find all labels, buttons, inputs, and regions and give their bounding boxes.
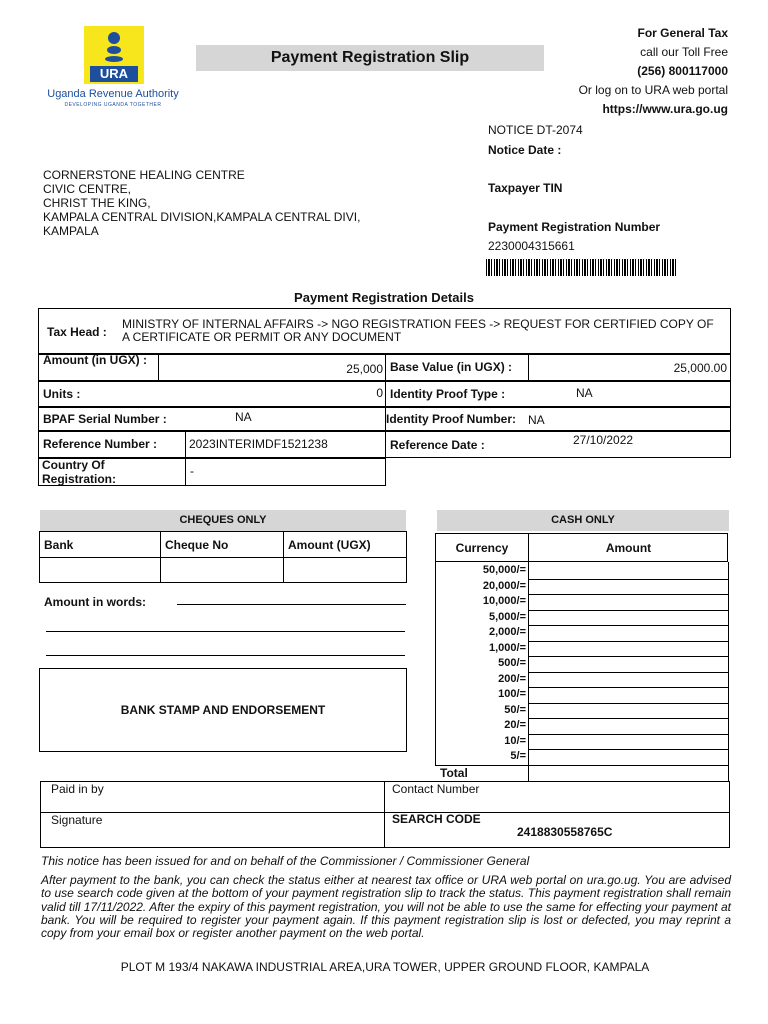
prn-value: 2230004315661 [488, 239, 575, 253]
notice-date-label: Notice Date : [488, 143, 562, 157]
org-name: Uganda Revenue Authority [47, 88, 179, 100]
notice-number: NOTICE DT-2074 [488, 123, 583, 137]
cash-amount-cell[interactable] [530, 656, 726, 670]
cash-total-label: Total [440, 766, 468, 780]
bpaf-value: NA [235, 410, 252, 424]
base-value: 25,000.00 [673, 361, 727, 375]
page-title: Payment Registration Slip [196, 45, 544, 71]
id-proof-number-value: NA [528, 413, 545, 427]
cheque-number-cell[interactable] [162, 559, 282, 581]
cash-denomination: 50/= [504, 703, 526, 716]
barcode [486, 259, 676, 276]
cash-amount-cell[interactable] [530, 687, 726, 701]
portal-link[interactable]: https://www.ura.go.ug [602, 102, 728, 116]
cash-amount-cell[interactable] [530, 563, 726, 577]
units-value: 0 [376, 386, 383, 400]
amount-label: Amount (in UGX) : [43, 353, 147, 367]
cash-denomination: 5,000/= [488, 610, 526, 623]
search-code-label: SEARCH CODE [392, 812, 481, 826]
reference-date-value: 27/10/2022 [573, 433, 634, 447]
cash-amount-cell[interactable] [530, 749, 726, 763]
contact-number-label: Contact Number [392, 782, 480, 796]
bpaf-label: BPAF Serial Number : [43, 412, 167, 426]
cash-denomination: 10,000/= [482, 595, 526, 607]
cash-denomination: 50,000/= [482, 564, 526, 576]
tax-head-label: Tax Head : [47, 325, 107, 339]
logo-text: URA [90, 66, 138, 82]
signature-label: Signature [51, 813, 103, 827]
issued-note: This notice has been issued for and on behalf of the Commissioner / Commissioner General [41, 854, 530, 868]
amount-in-words-line[interactable] [46, 655, 405, 656]
address-line: CHRIST THE KING, [43, 196, 151, 210]
taxpayer-address [43, 168, 360, 238]
cash-amount-cell[interactable] [530, 579, 726, 593]
cash-denomination: 500/= [498, 657, 526, 669]
ura-logo [38, 24, 188, 110]
org-tagline: DEVELOPING UGANDA TOGETHER [64, 102, 162, 108]
contact-line-1: For General Tax [637, 26, 728, 40]
cash-denomination: 200/= [498, 672, 526, 685]
amount-in-words-line[interactable] [177, 604, 406, 605]
cheque-col-amount: Amount (UGX) [288, 538, 371, 552]
cash-denomination: 20/= [504, 719, 526, 731]
cash-denomination: 2,000/= [488, 626, 526, 638]
address-line: CIVIC CENTRE, [43, 182, 132, 196]
reference-date-label: Reference Date : [390, 438, 485, 452]
cheque-col-number: Cheque No [165, 538, 229, 552]
cash-amount-cell[interactable] [530, 734, 726, 748]
amount-in-words-line[interactable] [46, 631, 405, 632]
office-address: PLOT M 193/4 NAKAWA INDUSTRIAL AREA,URA TOWER, UPPER GROUND FLOOR, KAMPALA [120, 960, 650, 974]
bank-stamp-label: BANK STAMP AND ENDORSEMENT [120, 703, 326, 717]
reference-number-value: 2023INTERIMDF1521238 [189, 437, 328, 451]
country-value: - [190, 464, 194, 478]
address-line: KAMPALA [43, 224, 99, 238]
cash-title: CASH ONLY [437, 510, 729, 531]
address-line: CORNERSTONE HEALING CENTRE [43, 168, 245, 182]
cheque-col-bank: Bank [44, 538, 74, 552]
cash-amount-cell[interactable] [530, 718, 726, 732]
units-label: Units : [43, 387, 81, 401]
logo-emblem [84, 26, 144, 84]
cheque-amount-cell[interactable] [285, 559, 405, 581]
base-value-label: Base Value (in UGX) : [390, 360, 513, 374]
prn-label: Payment Registration Number [488, 220, 661, 234]
toll-free-number: (256) 800117000 [637, 64, 728, 78]
id-proof-type-label: Identity Proof Type : [390, 387, 506, 401]
search-code-value: 2418830558765C [517, 825, 613, 839]
logo-figure-icon [108, 32, 120, 44]
cash-amount-cell[interactable] [530, 625, 726, 639]
tax-head-value: MINISTRY OF INTERNAL AFFAIRS -> NGO REGISTRATION FEES -> REQUEST FOR CERTIFIED COPY OF A CERTIFICATE OR PERMIT OR ANY DOCUMENT [122, 317, 714, 344]
cash-col-amount: Amount [605, 541, 652, 555]
cash-amount-cell[interactable] [530, 703, 726, 717]
amount-in-words-label: Amount in words: [44, 595, 146, 609]
contact-line-2: call our Toll Free [640, 45, 728, 59]
cash-col-currency: Currency [455, 541, 509, 555]
instructions-note: After payment to the bank, you can check the status either at nearest tax office or URA web portal on ura.go.ug. You are advised to use search code given at the bottom of your payment registration slip to track the status. This payment registration shall remain valid till 17/11/2022. After the expiry of this payment registration, you will not be able to use the same for effecting your payment at bank. You will be required to register your payment again. If this payment registration slip is lost or defected, you may reprint a copy from your email box or register another payment on the web portal. [41, 873, 731, 941]
cash-denomination: 5/= [510, 750, 526, 762]
cash-total-value[interactable] [530, 766, 726, 780]
cash-amount-cell[interactable] [530, 610, 726, 624]
cash-denomination: 100/= [498, 688, 526, 700]
cheque-bank-cell[interactable] [41, 559, 159, 581]
contact-line-4: Or log on to URA web portal [578, 83, 728, 97]
cash-denomination: 1,000/= [488, 641, 526, 654]
cash-amount-cell[interactable] [530, 672, 726, 686]
payer-box [40, 781, 730, 848]
cash-denomination: 20,000/= [482, 579, 526, 592]
cash-amount-cell[interactable] [530, 641, 726, 655]
reference-number-label: Reference Number : [43, 437, 158, 451]
country-label: Country Of Registration: [42, 458, 117, 486]
taxpayer-tin-label: Taxpayer TIN [488, 181, 563, 195]
cheques-title: CHEQUES ONLY [40, 510, 406, 531]
amount-value: 25,000 [346, 362, 383, 376]
address-line: KAMPALA CENTRAL DIVISION,KAMPALA CENTRAL DIVI, [43, 210, 361, 224]
paid-in-by-label: Paid in by [51, 782, 104, 796]
id-proof-number-label: Identity Proof Number: [386, 412, 517, 426]
id-proof-type-value: NA [576, 386, 593, 400]
details-heading: Payment Registration Details [294, 290, 474, 305]
cash-denomination: 10/= [504, 734, 526, 747]
cash-amount-cell[interactable] [530, 594, 726, 608]
